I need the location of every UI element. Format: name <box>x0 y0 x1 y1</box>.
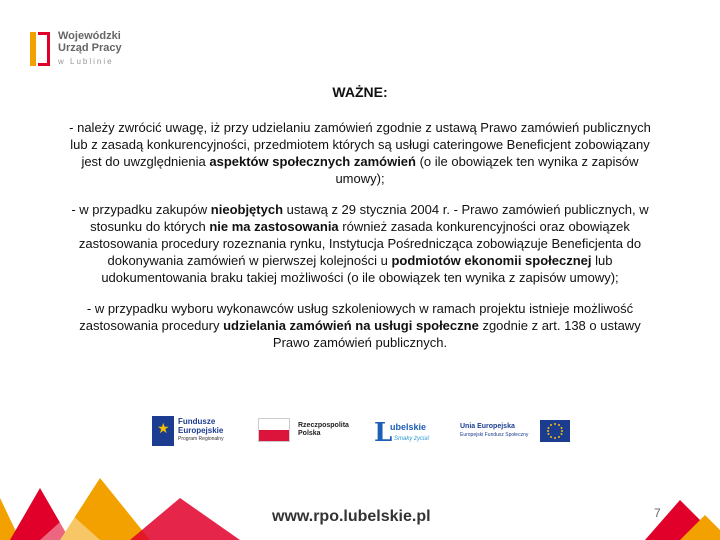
wup-logo-mark <box>30 32 52 66</box>
paragraph-text: - w przypadku zakupów <box>71 202 211 217</box>
funding-logos <box>150 410 580 454</box>
emphasis-text: podmiotów ekonomii społecznej <box>391 253 592 268</box>
paragraph-non-covered-purchases <box>60 201 660 286</box>
footer-url[interactable]: www.rpo.lubelskie.pl <box>272 508 431 525</box>
eu-flag-icon <box>540 420 570 442</box>
emphasis-text: aspektów społecznych zamówień <box>209 154 416 169</box>
emphasis-text: nieobjętych <box>210 202 284 217</box>
paragraph-text: zgodnie z art. 138 o ustawy Prawo zamówień publicznych. <box>272 318 641 350</box>
paragraph-text: - w przypadku wyboru wykonawców usług szkoleniowych w ramach projektu istnieje możliwość zastosowania procedury <box>79 301 634 333</box>
wup-logo-text: Wojewódzki Urząd Pracy w Lublinie <box>58 30 122 66</box>
rzeczpospolita-polska-logo: Rzeczpospolita Polska <box>258 410 358 454</box>
paragraph-text: również zasada konkurencyjności oraz obowiązek zastosowania procedury rozeznania rynku, Instytucja Pośrednicząca zobowiązuje Beneficjenta do dokonywania zamówień w pierwszej kolejności u <box>78 219 642 268</box>
lubelskie-logo: L ubelskie Smaky życia! <box>374 418 430 448</box>
page-title: WAŻNE: <box>332 84 388 100</box>
paragraph-text: - należy zwrócić uwagę, iż przy udzielaniu zamówień zgodnie z ustawą Prawo zamówień publicznych lub z zasadą konkurencyjności, przedmiotem których są usługi cateringowe Beneficjent zobowiązany jest do uwzględnienia <box>69 120 651 169</box>
unia-europejska-logo: Unia Europejska Europejski Fundusz Społeczny <box>460 410 580 454</box>
paragraph-text: lub udokumentowania braku takiej możliwości (o ile obowiązek ten wynika z zapisów umowy); <box>101 253 619 285</box>
paragraph-training-services <box>60 300 660 351</box>
footer-right-decoration <box>635 490 720 540</box>
footer-decoration <box>0 478 240 540</box>
polish-flag-icon <box>258 418 290 442</box>
main-content <box>60 84 660 365</box>
emphasis-text: nie ma zastosowania <box>209 219 339 234</box>
page-number: 7 <box>654 506 661 520</box>
fundusze-europejskie-logo: ★ Fundusze Europejskie Program Regionalny <box>150 410 240 454</box>
paragraph-catering <box>60 119 660 187</box>
paragraph-text: (o ile obowiązek ten wynika z zapisów umowy); <box>335 154 639 186</box>
emphasis-text: udzielania zamówień na usługi społeczne <box>223 318 479 333</box>
wup-logo <box>30 30 170 70</box>
paragraph-text: ustawą z 29 stycznia 2004 r. - Prawo zamówień publicznych, w stosunku do których <box>90 202 649 234</box>
